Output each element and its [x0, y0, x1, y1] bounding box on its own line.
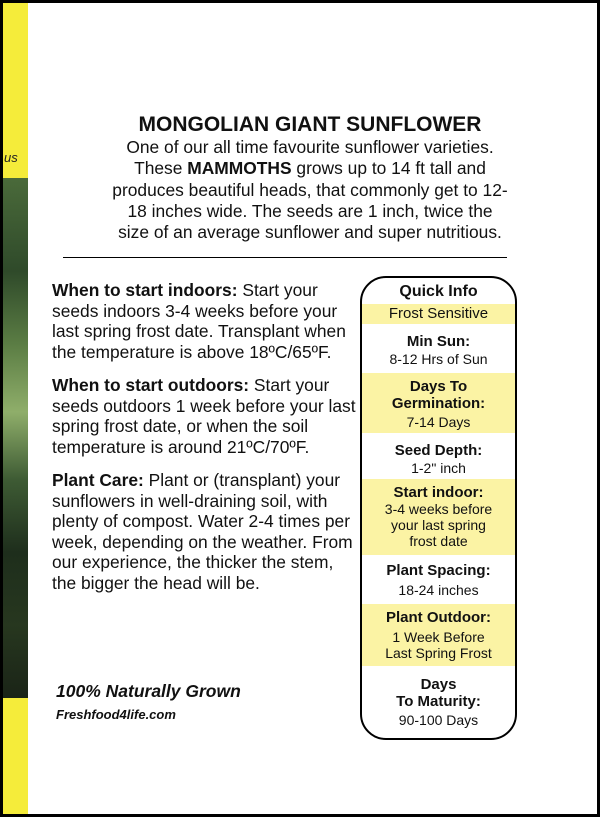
website-url: Freshfood4life.com — [56, 707, 176, 722]
seed-depth-value: 1-2" inch — [411, 460, 466, 476]
germination-block — [362, 373, 515, 433]
germination-label-1: Days To — [409, 378, 468, 395]
divider-line — [63, 257, 507, 258]
naturally-grown-tagline: 100% Naturally Grown — [56, 681, 241, 701]
outdoors-label: When to start outdoors: — [52, 375, 250, 395]
intro-line: These MAMMOTHS grows up to 14 ft tall and — [134, 158, 486, 179]
plant-care-text: Plant or (transplant) your sunflowers in well-draining soil, with plenty of compost. Water 2-4 times per week, depending on the weather. From our experience, the thicker the stem, the bigger the head will be. — [52, 470, 353, 593]
quick-info-title: Quick Info — [399, 283, 478, 300]
sunflower-photo-strip — [3, 178, 28, 698]
plant-spacing-label: Plant Spacing: — [386, 562, 491, 579]
packet-title: MONGOLIAN GIANT SUNFLOWER — [138, 113, 482, 136]
plant-outdoor-label: Plant Outdoor: — [386, 609, 491, 626]
maturity-value: 90-100 Days — [398, 712, 479, 728]
outdoors-text: Start your seeds outdoors 1 week before your last spring frost date, or when the soil temperature is around 21ºC/70ºF. — [52, 375, 356, 457]
intro-line: size of an average sunflower and super nutritious. — [118, 222, 502, 243]
maturity-label-1: Days — [420, 676, 457, 693]
germination-value: 7-14 Days — [406, 414, 471, 430]
plant-care-label: Plant Care: — [52, 470, 144, 490]
min-sun-value: 8-12 Hrs of Sun — [389, 351, 488, 367]
start-indoor-value-line: your last spring — [391, 517, 486, 533]
plant-spacing-value: 18-24 inches — [398, 582, 479, 598]
mammoths-emphasis: MAMMOTHS — [187, 158, 292, 179]
start-indoor-block — [362, 479, 515, 555]
start-indoor-label: Start indoor: — [393, 484, 484, 501]
indoors-section — [52, 280, 357, 362]
intro-line: 18 inches wide. The seeds are 1 inch, twice the — [127, 200, 493, 221]
frost-sensitive-row: Frost Sensitive — [362, 304, 515, 324]
maturity-label-2: To Maturity: — [396, 693, 481, 710]
outdoors-section — [52, 375, 357, 457]
plant-care-section — [52, 470, 357, 593]
growing-instructions — [52, 280, 357, 606]
quick-info-panel — [360, 276, 517, 740]
germination-label-2: Germination: — [391, 395, 486, 412]
min-sun-label: Min Sun: — [406, 333, 471, 350]
edge-cut-text: us — [4, 150, 18, 165]
indoors-label: When to start indoors: — [52, 280, 238, 300]
intro-paragraph — [40, 137, 580, 243]
start-indoor-value-line: 3-4 weeks before — [384, 501, 493, 517]
intro-line: produces beautiful heads, that commonly get to 12- — [112, 179, 508, 200]
plant-outdoor-value-line: Last Spring Frost — [385, 645, 492, 661]
start-indoor-value-line: frost date — [409, 533, 468, 549]
seed-depth-label: Seed Depth: — [394, 442, 483, 459]
indoors-text: Start your seeds indoors 3-4 weeks before your last spring frost date. Transplant when the temperature is above 18ºC/65ºF. — [52, 280, 346, 362]
plant-outdoor-block — [362, 604, 515, 666]
intro-line: One of our all time favourite sunflower varieties. — [126, 137, 494, 157]
plant-outdoor-value-line: 1 Week Before — [392, 629, 485, 645]
